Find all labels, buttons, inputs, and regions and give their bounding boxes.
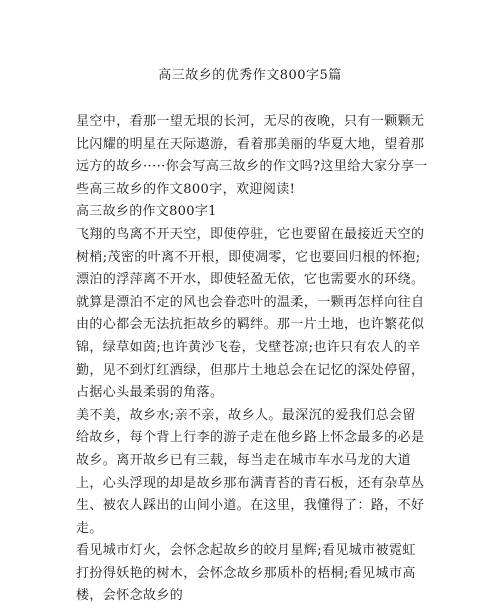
intro-paragraph: 星空中，看那一望无垠的长河，无尽的夜晚，只有一颗颗无比闪耀的明星在天际遨游，看着那美丽的华夏大地，望着那远方的故乡·····你会写高三故乡的作文吗?这里给大家分享一些高三故乡的作文800字，欢迎阅读! (76, 114, 428, 197)
document-body (76, 111, 428, 608)
body-paragraph: 就算是漂泊不定的风也会眷恋叶的温柔，一颗再怎样向往自由的心都会无法抗拒故乡的羁绊。那一片土地，也许繁花似锦，绿草如茵;也许黄沙飞卷，戈壁苍凉;也许只有农人的辛勤，见不到灯红酒绿，但那片土地总会在记忆的深处停留，占据心头最柔弱的角落。 (76, 294, 425, 401)
body-paragraph: 美不美，故乡水;亲不亲，故乡人。最深沉的爱我们总会留给故乡，每个背上行李的游子走在他乡路上怀念最多的必是故乡。离开故乡已有三载，每当走在城市车水马龙的大道上，心头浮现的却是故乡那布满青苔的青石板，还有杂草丛生、被农人踩出的山间小道。在这里，我懂得了：路，不好走。 (76, 407, 425, 536)
document-title: 高三故乡的优秀作文800字5篇 (158, 68, 342, 83)
essay-heading: 高三故乡的作文800字1 (76, 204, 217, 220)
body-paragraph: 飞翔的鸟离不开天空，即使停驻，它也要留在最接近天空的树梢;茂密的叶离不开根，即使凋零，它也要回归根的怀抱;漂泊的浮萍离不开水，即使轻盈无依，它也需要水的环绕。 (76, 226, 425, 288)
body-paragraph: 看见城市灯火，会怀念起故乡的皎月星辉;看见城市被霓虹打扮得妖艳的树木，会怀念故乡那质朴的梧桐;看见城市高楼，会怀念故乡的 (76, 543, 416, 604)
